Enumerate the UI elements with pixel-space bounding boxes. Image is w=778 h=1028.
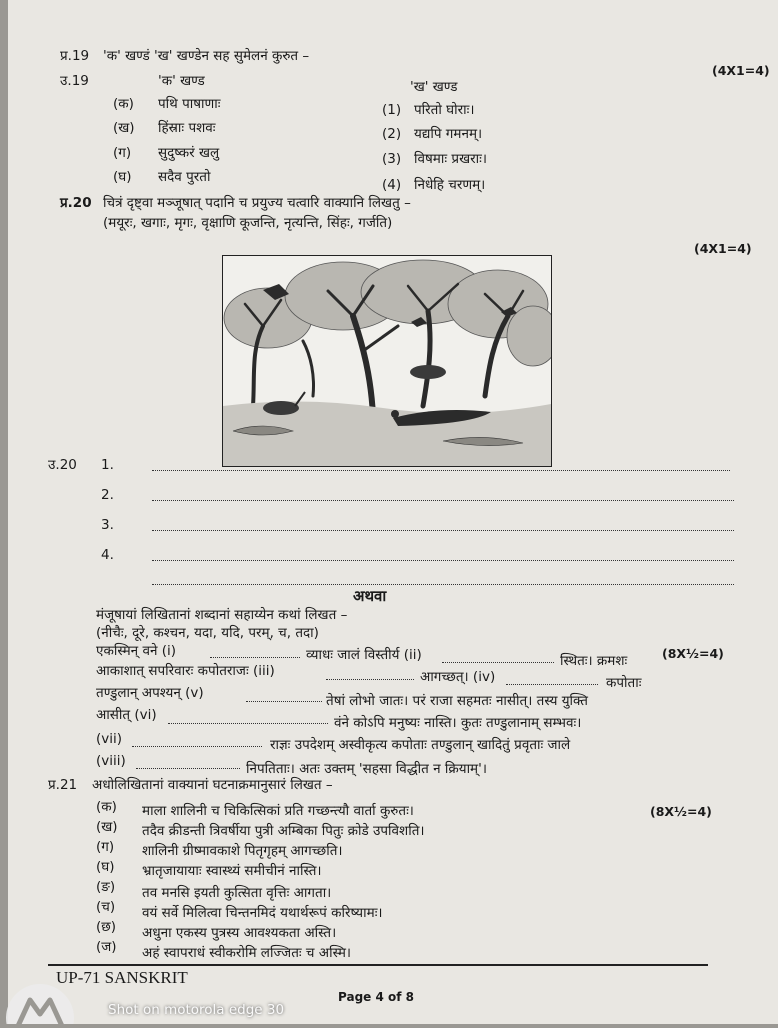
match-a-text: सुदुष्करं खलु [158, 145, 220, 161]
blank-iv[interactable] [506, 684, 598, 685]
story-line-6b: निपतिताः। अतः उक्तम् 'सहसा विद्धीत न क्रियाम्'। [246, 761, 487, 777]
forest-scene-icon [223, 256, 551, 466]
answer-line[interactable] [152, 530, 734, 531]
story-line-2c: कपोताः [606, 675, 642, 691]
story-line-2b: आगच्छत्। (iv) [420, 669, 496, 685]
story-marks: (8X½=4) [662, 646, 724, 661]
match-a-text: हिंस्राः पशवः [158, 120, 216, 136]
answer-line-number: 1. [101, 457, 114, 473]
blank-vi[interactable] [168, 723, 328, 724]
column-b-heading: 'ख' खण्ड [410, 79, 458, 95]
match-b-text: विषमाः प्रखराः। [414, 151, 487, 167]
or-heading: अथवा [353, 587, 387, 605]
answer-line[interactable] [152, 560, 734, 561]
story-line-5a: (vii) [96, 731, 123, 747]
answer-line[interactable] [152, 500, 734, 501]
sequence-item-text: भ्रातृजायायाः स्वास्थ्यं समीचीनं नास्ति। [142, 863, 322, 879]
sequence-item-text: माला शालिनी च चिकित्सिकां प्रति गच्छन्त्यौ वार्ता कुरुतः। [142, 803, 414, 819]
sequence-item-label: (छ) [96, 919, 116, 935]
q20-question: चित्रं दृष्ट्वा मञ्जूषात् पदानि च प्रयुज्य चत्वारि वाक्यानि लिखतु – [103, 195, 411, 211]
page-number: Page 4 of 8 [338, 990, 414, 1004]
sequence-item-label: (क) [96, 799, 117, 815]
blank-iii[interactable] [326, 679, 414, 680]
q20-word-box: (मयूरः, खगाः, मृगः, वृक्षाणि कूजन्ति, नृत्यन्ति, सिंहः, गर्जति) [103, 215, 393, 231]
paper-code: UP-71 SANSKRIT [56, 968, 188, 987]
q19-marks: (4X1=4) [712, 63, 770, 78]
sequence-item-label: (च) [96, 899, 116, 915]
match-b-label: (4) [382, 177, 402, 193]
answer-line[interactable] [152, 584, 734, 585]
story-line-2a: आकाशात् सपरिवारः कपोतराजः (iii) [96, 663, 275, 679]
story-line-5b: राज्ञः उपदेशम् अस्वीकृत्य कपोताः तण्डुलान् खादितुं प्रवृताः जाले [270, 737, 571, 753]
q20-answer-label: उ.20 [48, 457, 77, 473]
answer-line-number: 4. [101, 547, 114, 563]
blank-v[interactable] [246, 701, 322, 702]
column-a-heading: 'क' खण्ड [158, 73, 205, 89]
sequence-item-text: वयं सर्वे मिलित्वा चिन्तनमिदं यथार्थरूपं करिष्यामः। [142, 905, 383, 921]
match-a-label: (क) [113, 96, 134, 112]
q21-number: प्र.21 [48, 777, 78, 793]
answer-line-number: 3. [101, 517, 114, 533]
match-a-text: सदैव पुरतो [158, 169, 211, 185]
blank-vii[interactable] [132, 746, 262, 747]
camera-brand-logo-icon [0, 976, 100, 1024]
q21-question: अधोलिखितानां वाक्यानां घटनाक्रमानुसारं लिखत – [92, 777, 333, 793]
answer-line-number: 2. [101, 487, 114, 503]
sequence-item-text: तदैव क्रीडन्ती त्रिवर्षीया पुत्री अम्बिका पितुः क्रोडे उपविशति। [142, 823, 425, 839]
q20-marks: (4X1=4) [694, 241, 752, 256]
match-b-label: (1) [382, 102, 402, 118]
sequence-item-label: (ग) [96, 839, 115, 855]
match-b-text: परितो घोराः। [414, 102, 475, 118]
sequence-item-text: शालिनी ग्रीष्मावकाशे पितृगृहम् आगच्छति। [142, 843, 343, 859]
match-a-label: (ग) [113, 145, 132, 161]
match-a-label: (घ) [113, 169, 132, 185]
match-a-text: पथि पाषाणाः [158, 96, 221, 112]
match-b-label: (2) [382, 126, 402, 142]
q21-marks: (8X½=4) [650, 804, 712, 819]
answer-line[interactable] [152, 470, 730, 471]
story-instruction: मंजूषायां लिखितानां शब्दानां सहाय्येन कथां लिखत – [96, 607, 348, 623]
q20-number: प्र.20 [60, 195, 92, 211]
story-line-1b: व्याधः जालं विस्तीर्य (ii) [306, 647, 422, 663]
story-line-4a: आसीत् (vi) [96, 707, 157, 723]
sequence-item-label: (घ) [96, 859, 115, 875]
story-line-1a: एकस्मिन् वने (i) [96, 643, 177, 659]
q19-number: प्र.19 [60, 48, 90, 64]
sequence-item-text: अधुना एकस्य पुत्रस्य आवश्यकता अस्ति। [142, 925, 337, 941]
story-line-6a: (viii) [96, 753, 126, 769]
q19-question: 'क' खण्डं 'ख' खण्डेन सह सुमेलनं कुरुत – [103, 48, 310, 64]
story-word-box: (नीचैः, दूरे, कश्चन, यदा, यदि, परम्, च, तदा) [96, 625, 319, 641]
story-line-3b: तेषां लोभो जातः। परं राजा सहमतः नासीत्। तस्य युक्ति [326, 693, 588, 709]
match-b-text: निधेहि चरणम्। [414, 177, 486, 193]
blank-i[interactable] [210, 657, 300, 658]
blank-ii[interactable] [442, 662, 554, 663]
q19-answer-label: उ.19 [60, 73, 89, 89]
footer-rule [48, 964, 708, 966]
match-b-label: (3) [382, 151, 402, 167]
blank-viii[interactable] [136, 768, 240, 769]
match-b-text: यद्यपि गमनम्। [414, 126, 483, 142]
camera-watermark: Shot on motorola edge 30 [108, 1002, 285, 1018]
sequence-item-label: (ङ) [96, 879, 116, 895]
story-line-3a: तण्डुलान् अपश्यन् (v) [96, 685, 204, 701]
sequence-item-label: (ज) [96, 939, 117, 955]
sequence-item-label: (ख) [96, 819, 118, 835]
sequence-item-text: अहं स्वापराधं स्वीकरोमि लज्जितः च अस्मि। [142, 945, 352, 961]
exam-page [8, 0, 778, 1024]
story-line-4b: वंने कोऽपि मनुष्यः नास्ति। कुतः तण्डुलानाम् सम्भवः। [334, 715, 582, 731]
match-a-label: (ख) [113, 120, 135, 136]
sequence-item-text: तव मनसि इयती कुत्सिता वृत्तिः आगता। [142, 885, 332, 901]
forest-illustration [222, 255, 552, 467]
story-line-1c: स्थितः। क्रमशः [560, 653, 628, 669]
